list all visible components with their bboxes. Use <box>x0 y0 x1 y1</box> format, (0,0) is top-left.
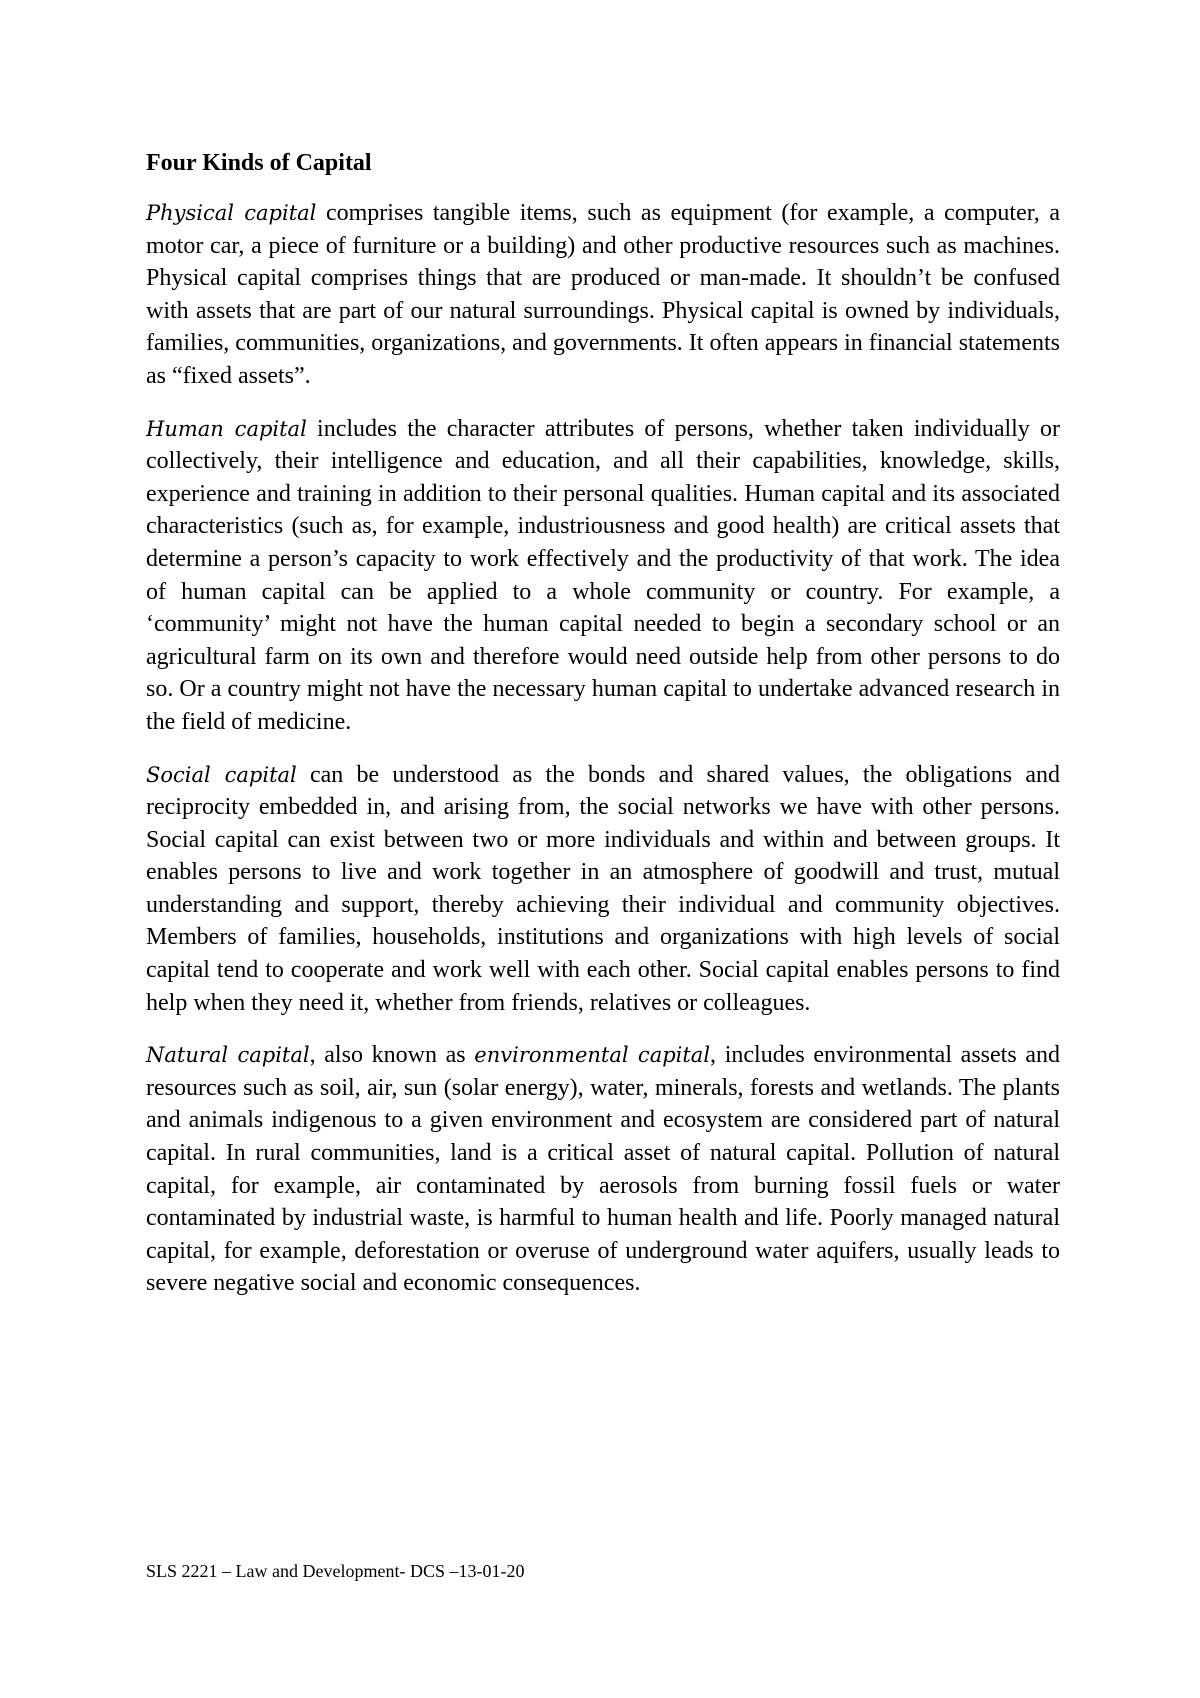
document-body <box>146 148 1060 1320</box>
term-physical-capital: Physical capital <box>146 201 317 225</box>
paragraph-human-capital <box>146 413 1060 739</box>
paragraph-text: can be understood as the bonds and shared values, the obligations and reciprocity embedded in, and arising from, the social networks we have with other persons. Social capital can exist between two or more individuals and within and between groups. It enables persons to live and work together in an atmosphere of goodwill and trust, mutual understanding and support, thereby achieving their individual and community objectives. Members of families, households, institutions and organizations with high levels of social capital tend to cooperate and work well with each other. Social capital enables persons to find help when they need it, whether from friends, relatives or colleagues. <box>146 761 1060 1016</box>
paragraph-physical-capital <box>146 197 1060 393</box>
paragraph-text: includes the character attributes of persons, whether taken individually or collectively, their intelligence and education, and all their capabilities, knowledge, skills, experience and training in addition to their personal qualities. Human capital and its associated characteristics (such as, for example, industriousness and good health) are critical assets that determine a person’s capacity to work effectively and the productivity of that work. The idea of human capital can be applied to a whole community or country. For example, a ‘community’ might not have the human capital needed to begin a secondary school or an agricultural farm on its own and therefore would need outside help from other persons to do so. Or a country might not have the necessary human capital to undertake advanced research in the field of medicine. <box>146 415 1061 735</box>
paragraph-natural-capital <box>146 1039 1060 1300</box>
paragraph-text: , also known as <box>309 1042 475 1069</box>
paragraph-social-capital <box>146 759 1060 1020</box>
term-environmental-capital: environmental capital <box>474 1043 711 1068</box>
page-title: Four Kinds of Capital <box>146 150 372 176</box>
term-human-capital: Human capital <box>146 416 307 441</box>
paragraph-text: , includes environmental assets and resources such as soil, air, sun (solar energy), water, minerals, forests and wetlands. The plants and animals indigenous to a given environment and ecosystem are considered part of natural capital. In rural communities, land is a critical asset of natural capital. Pollution of natural capital, for example, air contaminated by aerosols from burning fossil fuels or water contaminated by industrial waste, is harmful to human health and life. Poorly managed natural capital, for example, deforestation or overuse of underground water aquifers, usually leads to severe negative social and economic consequences. <box>146 1042 1060 1297</box>
term-social-capital: Social capital <box>146 762 297 787</box>
page-footer: SLS 2221 – Law and Development- DCS –13-01-20 <box>146 1561 525 1581</box>
paragraph-text: comprises tangible items, such as equipment (for example, a computer, a motor car, a piece of furniture or a building) and other productive resources such as machines. Physical capital comprises things that are produced or man-made. It shouldn’t be confused with assets that are part of our natural surroundings. Physical capital is owned by individuals, families, communities, organizations, and governments. It often appears in financial statements as “fixed assets”. <box>146 200 1060 389</box>
term-natural-capital: Natural capital <box>146 1043 310 1068</box>
